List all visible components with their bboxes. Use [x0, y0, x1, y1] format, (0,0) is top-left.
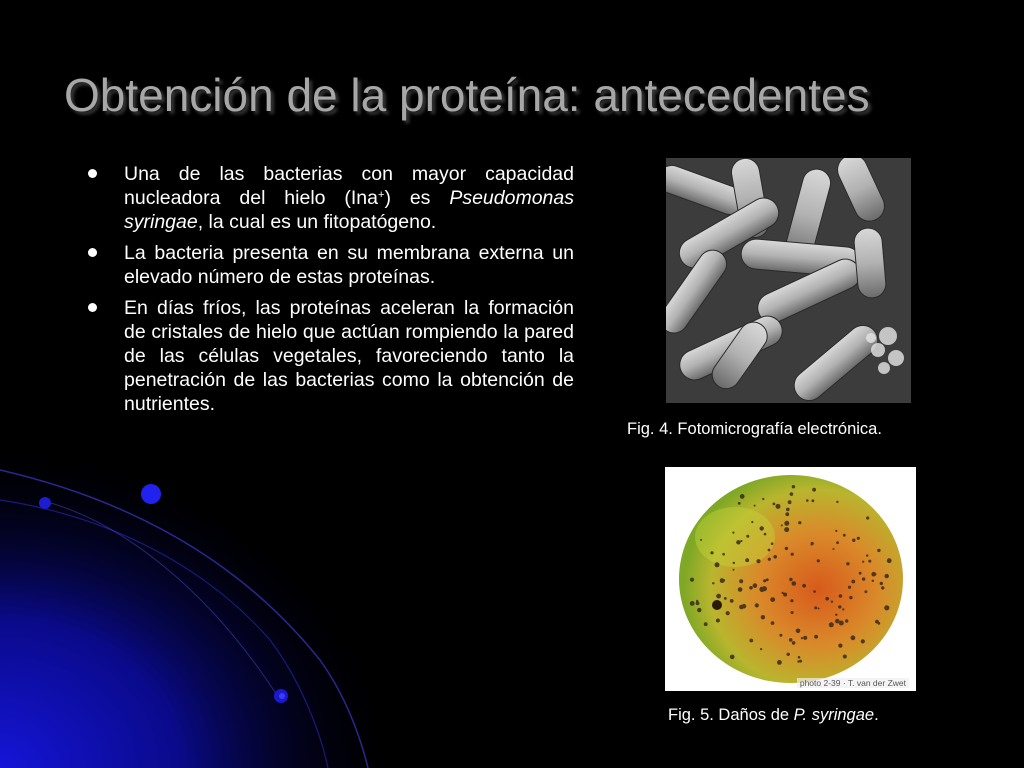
lesion-spot: [773, 503, 776, 506]
lesion-spot: [754, 505, 756, 507]
lesion-spot: [812, 488, 816, 492]
lesion-spot: [783, 593, 787, 597]
lesion-spot: [874, 573, 876, 575]
species-name: Pseudomonas syringae: [124, 187, 574, 233]
species-abbrev: P. syringae: [793, 706, 875, 724]
lesion-spot: [782, 592, 784, 594]
bullet-item: [88, 296, 574, 416]
lesion-spot: [859, 572, 862, 575]
lesion-spot: [798, 656, 801, 659]
lesion-spot: [813, 590, 816, 593]
lesion-spot: [730, 655, 735, 660]
lesion-spot: [818, 608, 820, 610]
lesion-spot: [842, 608, 844, 610]
lesion-spot: [836, 501, 838, 503]
lesion-spot: [696, 600, 698, 602]
lesion-spot: [700, 539, 702, 541]
lesion-spot: [877, 622, 880, 625]
lesion-spot: [877, 549, 880, 552]
lesion-spot: [887, 558, 892, 563]
lesion-spot: [756, 559, 760, 563]
lesion-spot: [862, 561, 864, 563]
lesion-spot: [861, 639, 865, 643]
slide-title: Obtención de la proteína: antecedentes: [64, 69, 870, 121]
lesion-spot: [781, 524, 783, 526]
lesion-spot: [885, 574, 889, 578]
lesion-spot: [740, 540, 742, 542]
lesion-spot: [799, 660, 802, 663]
fruit-photo: [665, 467, 916, 691]
lesion-spot: [851, 580, 855, 584]
bullet-text: En días fríos, las proteínas aceleran la formación de cristales de hielo que actúan rompiendo la pared de las células vegetales, favoreciendo tanto la penetración de las bacterias como la obtención de nutrientes.: [124, 297, 574, 415]
lesion-spot: [814, 635, 818, 639]
lesion-spot: [848, 586, 851, 589]
lesion-spot: [880, 582, 883, 585]
lesion-spot: [835, 619, 840, 624]
bullet-text: La bacteria presenta en su membrana externa un elevado número de estas proteínas.: [124, 242, 574, 288]
lesion-spot: [829, 622, 834, 627]
lesion-spot: [852, 539, 855, 542]
lesion-spot: [710, 551, 713, 554]
lesion-spot: [849, 596, 852, 599]
lesion-spot: [760, 526, 764, 530]
lesion-spot: [736, 540, 740, 544]
lesion-spot: [839, 594, 843, 598]
lesion-spot: [724, 597, 727, 600]
lesion-spot: [857, 537, 860, 540]
lesion-spot: [763, 579, 766, 582]
figure-4-caption: Fig. 4. Fotomicrografía electrónica.: [627, 420, 882, 438]
lesion-spot: [771, 542, 774, 545]
bullet-text: , la cual es un fitopatógeno.: [197, 211, 437, 233]
lesion-spot: [790, 599, 793, 602]
lesion-spot: [738, 587, 743, 592]
lesion-spot: [753, 583, 758, 588]
lesion-spot: [697, 608, 701, 612]
lesion-spot: [872, 580, 874, 582]
lesion-spot: [720, 578, 724, 582]
bullet-text: Una de las bacterias con mayor capacidad nucleadora del hielo (Ina: [124, 163, 574, 209]
lesion-spot: [843, 655, 847, 659]
lesion-spot: [749, 586, 753, 590]
lesion-spot: [761, 615, 765, 619]
lesion-spot: [806, 499, 809, 502]
lesion-spot: [791, 611, 794, 614]
lesion-spot: [789, 578, 792, 581]
lesion-spot: [762, 498, 764, 500]
lesion-spot: [768, 558, 771, 561]
photo-credit: photo 2-39 · T. van der Zwet: [797, 678, 909, 688]
lesion-spot: [787, 653, 790, 656]
lesion-spot: [785, 512, 789, 516]
lesion-spot: [798, 521, 801, 524]
lesion-spot: [836, 541, 839, 544]
lesion-spot: [771, 621, 775, 625]
lesion-spot: [739, 605, 744, 610]
lesion-spot: [825, 597, 829, 601]
lesion-spot: [788, 500, 792, 504]
bullet-icon: [88, 248, 97, 257]
lesion-spot: [843, 534, 846, 537]
lesion-spot: [715, 562, 720, 567]
lesion-spot: [712, 582, 714, 584]
lesion-spot: [768, 549, 771, 552]
lesion-spot: [792, 581, 797, 586]
lesion-spot: [745, 558, 749, 562]
lesion-spot: [732, 532, 734, 534]
lesion-spot: [770, 597, 775, 602]
lesion-spot: [690, 578, 694, 582]
lesion-spot: [801, 637, 803, 639]
lesion-spot: [722, 553, 725, 556]
lesion-spot: [814, 606, 817, 609]
lesion-spot: [784, 527, 789, 532]
lesion-spot: [789, 638, 793, 642]
lesion-spot: [846, 562, 849, 565]
lesion-spot: [784, 521, 789, 526]
micrograph-image: [666, 158, 911, 403]
lesion-spot: [726, 611, 730, 615]
lesion-spot: [851, 635, 856, 640]
lesion-spot: [812, 499, 815, 502]
bullet-icon: [88, 169, 97, 178]
lesion-spot: [760, 648, 762, 650]
bullet-list: [88, 162, 574, 423]
lesion-spot: [704, 622, 708, 626]
lesion-spot: [746, 535, 749, 538]
lesion-spot: [766, 578, 769, 581]
bullet-text: ) es: [384, 187, 450, 209]
lesion-spot: [716, 594, 721, 599]
bullet-icon: [88, 303, 97, 312]
lesion-spot: [862, 577, 865, 580]
lesion-spot: [740, 494, 745, 499]
lesion-spot: [835, 530, 837, 532]
lesion-spot: [764, 533, 767, 536]
lesion-spot: [762, 586, 767, 591]
lesion-spot: [776, 504, 781, 509]
lesion-spot: [730, 599, 734, 603]
lesion-spot: [817, 559, 820, 562]
lesion-spot: [773, 555, 777, 559]
lesion-spot: [791, 553, 794, 556]
lesion-spot: [865, 590, 868, 593]
lesion-spot: [845, 619, 848, 622]
lesion-spot: [811, 542, 814, 545]
lesion-spot: [690, 601, 695, 606]
lesion-spot: [884, 605, 889, 610]
lesion-spot: [833, 548, 835, 550]
lesion-spot: [866, 516, 869, 519]
lesion-spot: [831, 601, 833, 603]
lesion-spot: [802, 584, 806, 588]
lesion-spot: [739, 579, 743, 583]
lesion-spot: [868, 560, 871, 563]
lesion-spot: [838, 605, 841, 608]
lesion-spot: [749, 639, 753, 643]
lesion-spot: [792, 641, 796, 645]
lesion-spot: [835, 614, 837, 616]
lesion-spot: [738, 502, 741, 505]
lesion-spot: [881, 586, 884, 589]
caption-text: .: [874, 706, 879, 724]
lesion-spot: [786, 508, 790, 512]
lesion-spot: [792, 485, 795, 488]
caption-text: Fig. 5. Daños de: [668, 706, 794, 724]
lesion-spot: [796, 629, 801, 634]
lesion-spot: [866, 554, 868, 556]
figure-5-caption: [668, 706, 879, 725]
lesion-spot: [755, 603, 759, 607]
lesion-spot: [777, 660, 782, 665]
lesion-spot: [838, 644, 842, 648]
lesion-spot: [785, 547, 788, 550]
lesion-spot: [733, 562, 735, 564]
superscript-plus: +: [378, 189, 385, 201]
lesion-spot: [716, 619, 720, 623]
bullet-item: [88, 162, 574, 234]
lesion-spot: [733, 569, 735, 571]
lesion-spot: [779, 634, 782, 637]
lesion-spot: [751, 521, 753, 523]
lesion-spot: [790, 492, 794, 496]
bullet-item: [88, 241, 574, 289]
lesion-spot: [803, 636, 807, 640]
